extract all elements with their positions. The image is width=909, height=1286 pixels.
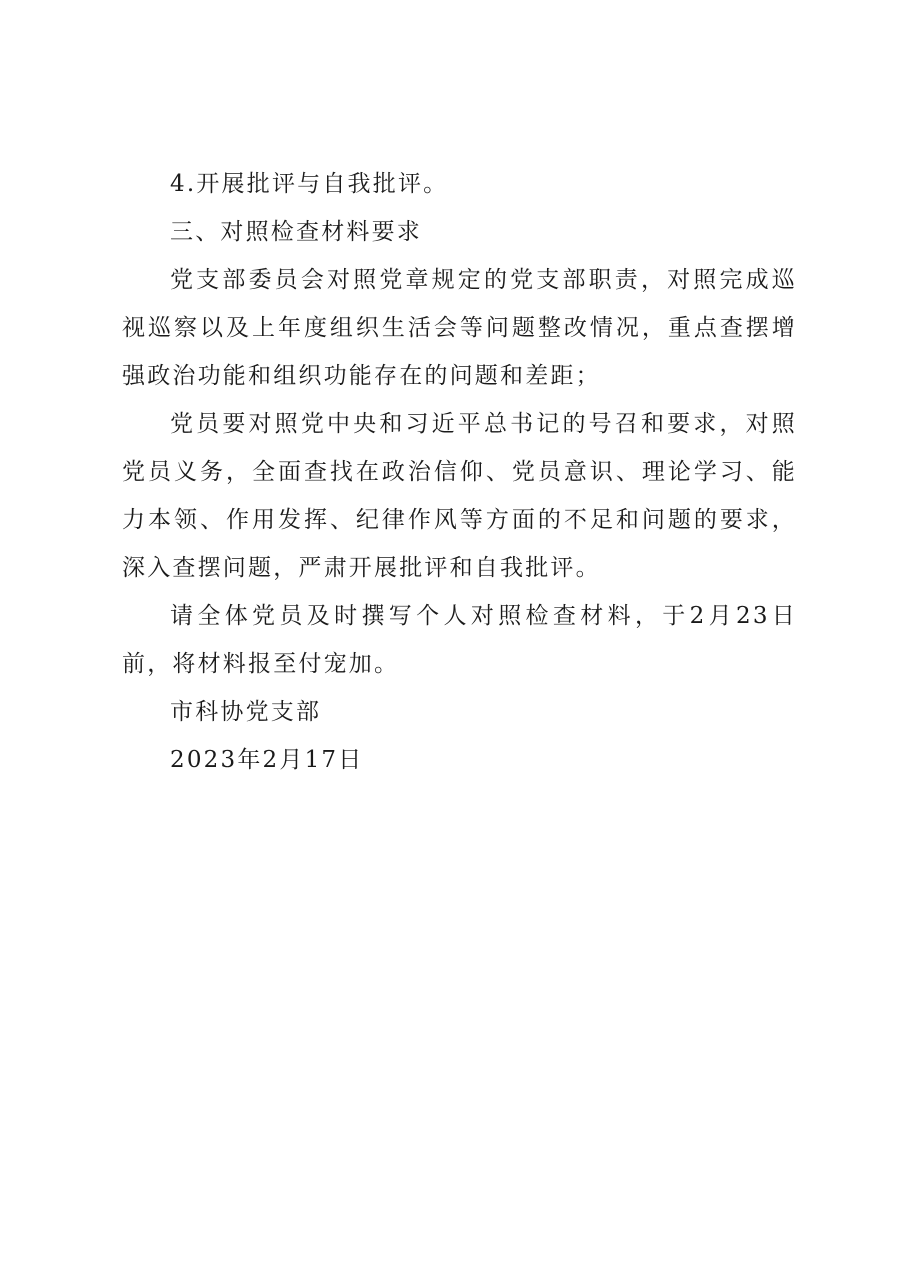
paragraph-deadline: 请全体党员及时撰写个人对照检查材料，于2月23日前，将材料报至付宠加。 <box>122 603 797 677</box>
section-heading: 三、对照检查材料要求 <box>170 219 422 245</box>
signature-date: 2023年2月17日 <box>170 747 364 773</box>
document-body <box>122 160 797 784</box>
list-item-4: 4.开展批评与自我批评。 <box>170 171 449 197</box>
paragraph-members: 党员要对照党中央和习近平总书记的号召和要求，对照党员义务，全面查找在政治信仰、党员意识、理论学习、能力本领、作用发挥、纪律作风等方面的不足和问题的要求，深入查摆问题，严肃开展批评和自我批评。 <box>122 411 797 581</box>
paragraph-committee: 党支部委员会对照党章规定的党支部职责，对照完成巡视巡察以及上年度组织生活会等问题整改情况，重点查摆增强政治功能和组织功能存在的问题和差距； <box>122 267 797 389</box>
signature-organization: 市科协党支部 <box>170 699 322 725</box>
